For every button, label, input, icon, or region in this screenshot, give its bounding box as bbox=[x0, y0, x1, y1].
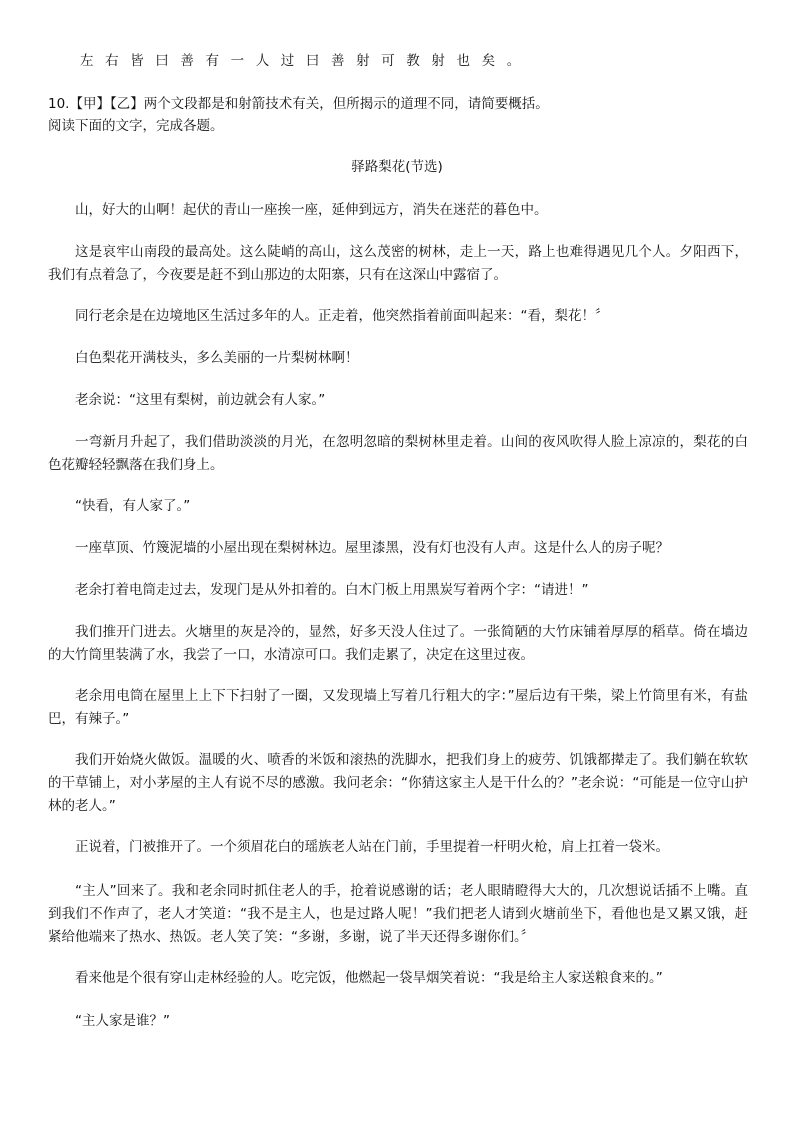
paragraph-16: “主人家是谁？” bbox=[75, 1013, 170, 1029]
reading-instruction: 阅读下面的文字，完成各题。 bbox=[48, 118, 224, 134]
paragraph-14: “主人”回来了。我和老余同时抓住老人的手，抢着说感谢的话；老人眼睛瞪得大大的，几次想说话插不上嘴。直到我们不作声了，老人才笑道：“我不是主人，也是过路人呢！”我们把老人请到火塘前坐下，看他也是又累又饿，赶紧给他端来了热水、热饭。老人笑了笑：“多谢，多谢，说了半天还得多谢你们。〞 bbox=[48, 883, 748, 945]
paragraph-15: 看来他是个很有穿山走林经验的人。吃完饭，他燃起一袋旱烟笑着说：“我是给主人家送粮食来的。” bbox=[75, 970, 663, 986]
paragraph-11: 老余用电筒在屋里上上下下扫射了一圈，又发现墙上写着几行粗大的字：”屋后边有干柴，梁上竹筒里有米，有盐巴，有辣子。” bbox=[48, 688, 748, 727]
paragraph-5: 老余说：“这里有梨树，前边就会有人家。” bbox=[75, 392, 326, 408]
paragraph-10: 我们推开门进去。火塘里的灰是冷的，显然，好多天没人住过了。一张简陋的大竹床铺着厚厚的稻草。倚在墙边的大竹筒里装满了水，我尝了一口，水清凉可口。我们走累了，决定在这里过夜。 bbox=[48, 624, 748, 663]
paragraph-7: “快看，有人家了。” bbox=[75, 498, 191, 514]
paragraph-3: 同行老余是在边境地区生活过多年的人。正走着，他突然指着前面叫起来：“看，梨花！〞 bbox=[75, 308, 609, 324]
paragraph-9: 老余打着电筒走过去，发现门是从外扣着的。白木门板上用黑炭写着两个字：“请进！” bbox=[75, 582, 589, 598]
paragraph-6: 一弯新月升起了，我们借助淡淡的月光，在忽明忽暗的梨树林里走着。山间的夜风吹得人脸上凉凉的，梨花的白色花瓣轻轻飘落在我们身上。 bbox=[48, 434, 748, 473]
question-10: 10.【甲】【乙】两个文段都是和射箭技术有关，但所揭示的道理不同，请简要概括。 bbox=[48, 96, 549, 112]
paragraph-2: 这是哀牢山南段的最高处。这么陡峭的高山，这么茂密的树林，走上一天，路上也难得遇见几个人。夕阳西下，我们有点着急了，今夜要是赶不到山那边的太阳寨，只有在这深山中露宿了。 bbox=[48, 244, 748, 283]
paragraph-1: 山，好大的山啊！起伏的青山一座挨一座，延伸到远方，消失在迷茫的暮色中。 bbox=[75, 202, 548, 218]
paragraph-4: 白色梨花开满枝头，多么美丽的一片梨树林啊！ bbox=[75, 350, 359, 366]
classical-text-line: 左右皆曰善有一人过曰善射可教射也矣。 bbox=[80, 53, 532, 69]
paragraph-12: 我们开始烧火做饭。温暖的火、喷香的米饭和滚热的洗脚水，把我们身上的疲劳、饥饿都撵走了。我们躺在软软的干草铺上，对小茅屋的主人有说不尽的感激。我问老余：“你猜这家主人是干什么的？”老余说：“可能是一位守山护林的老人。” bbox=[48, 752, 748, 814]
article-title: 驿路梨花(节选) bbox=[351, 159, 443, 175]
paragraph-13: 正说着，门被推开了。一个须眉花白的瑶族老人站在门前，手里提着一杆明火枪，肩上扛着一袋米。 bbox=[75, 839, 669, 855]
paragraph-8: 一座草顶、竹篾泥墙的小屋出现在梨树林边。屋里漆黑，没有灯也没有人声。这是什么人的房子呢？ bbox=[75, 540, 669, 556]
